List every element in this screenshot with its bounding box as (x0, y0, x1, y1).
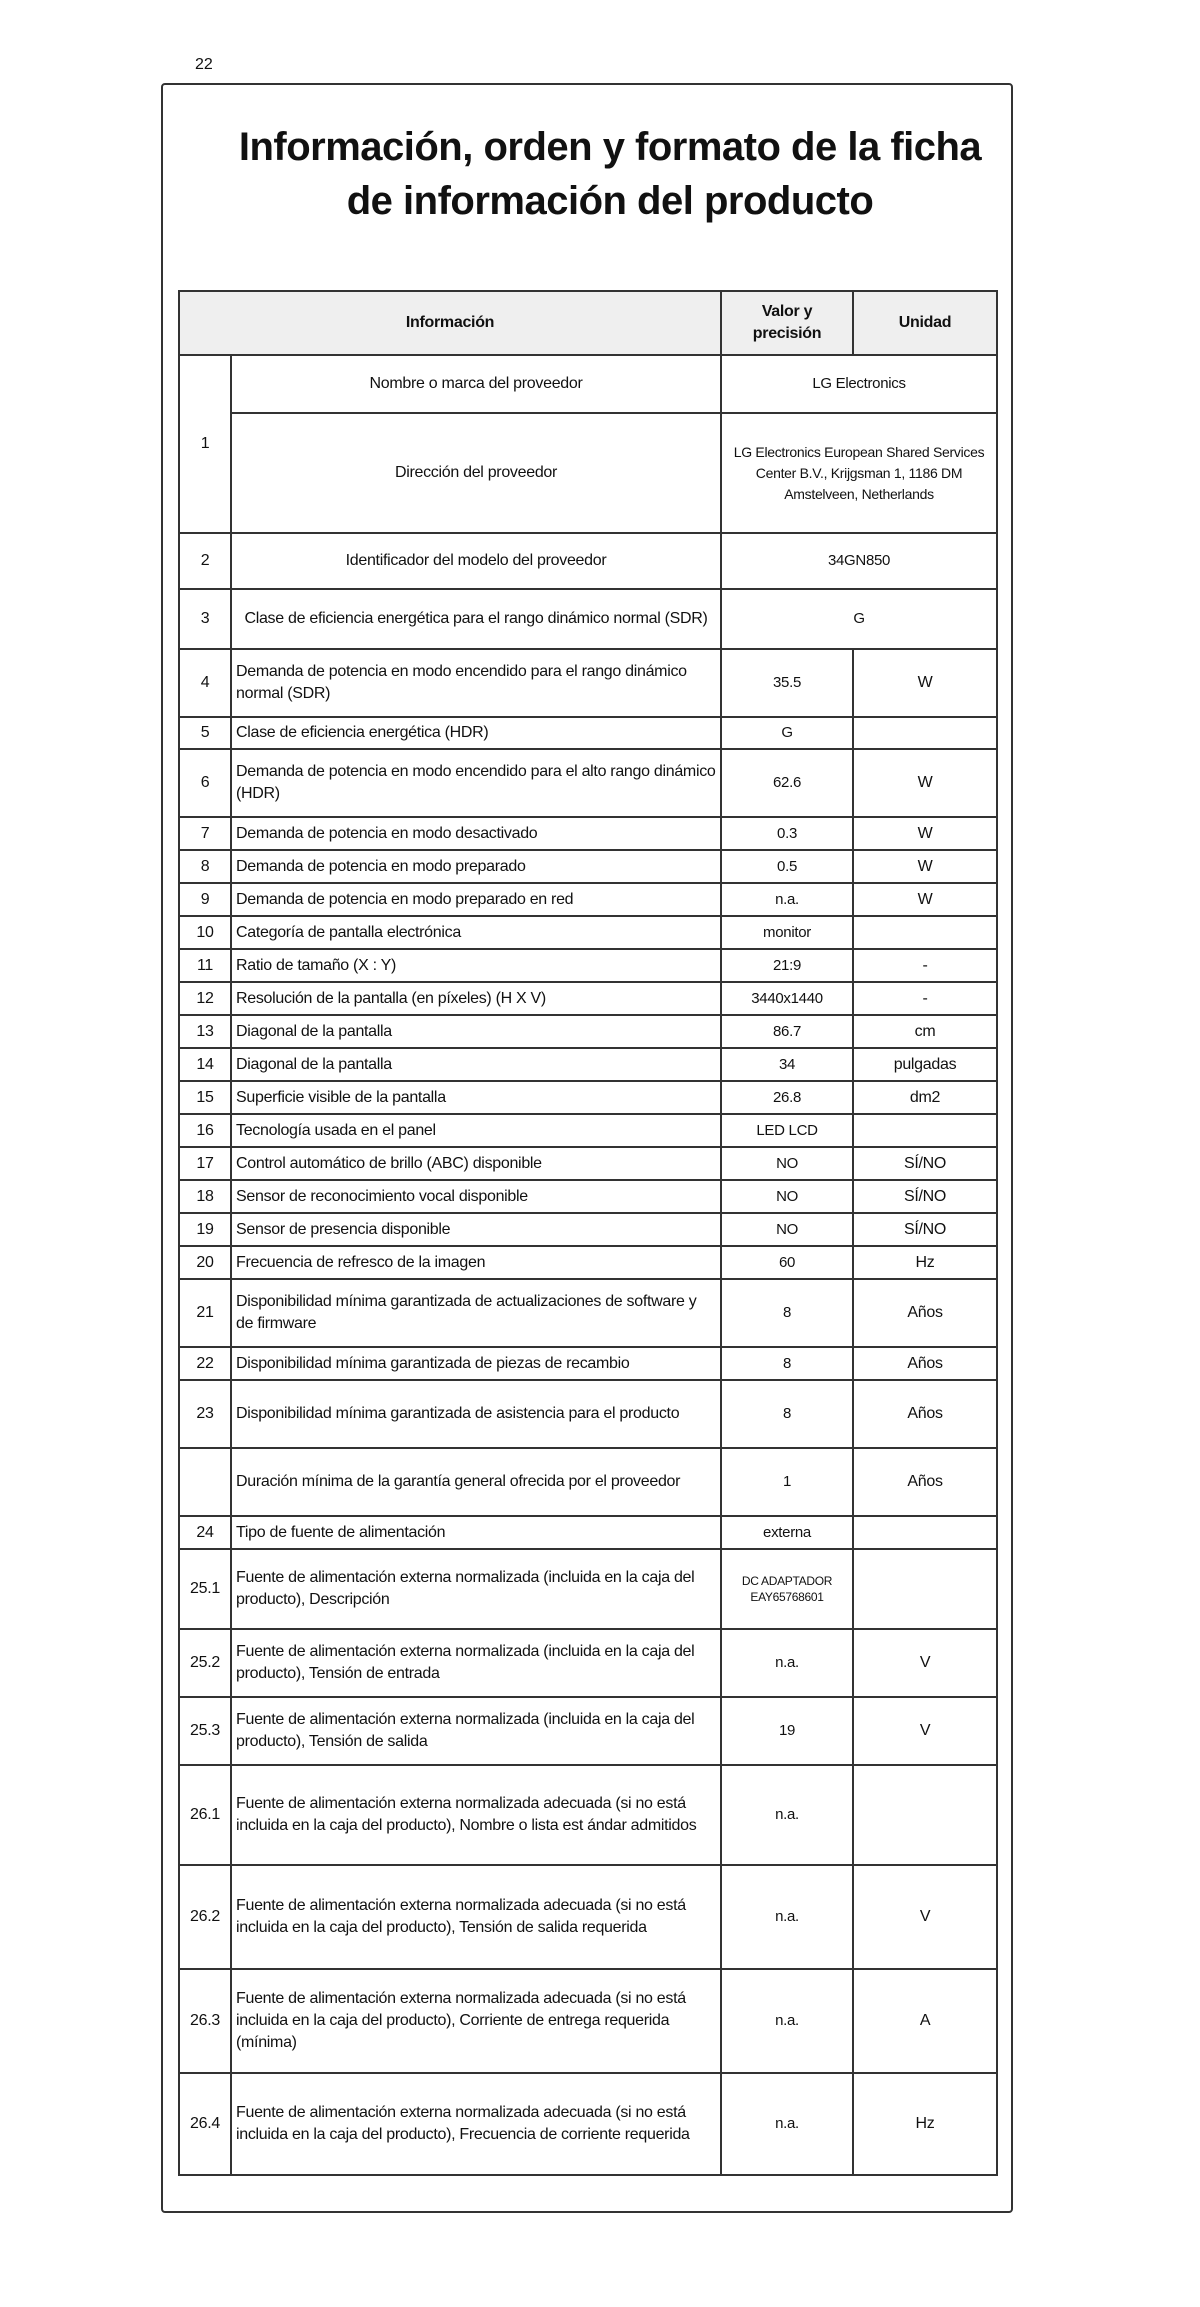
row-unit (853, 1114, 997, 1147)
table-row (179, 1516, 997, 1549)
row-value: LG Electronics European Shared Services Center B.V., Krijgsman 1, 1186 DM Amstelveen, Netherlands (721, 413, 997, 533)
row-unit: V (853, 1629, 997, 1697)
row-label: Resolución de la pantalla (en píxeles) (H X V) (231, 982, 721, 1015)
row-label: Disponibilidad mínima garantizada de actualizaciones de software y de firmware (231, 1279, 721, 1347)
row-value: LED LCD (721, 1114, 853, 1147)
row-unit: Hz (853, 2073, 997, 2175)
title-line-1: Información, orden y formato de la ficha (238, 125, 982, 169)
row-number: 2 (179, 533, 231, 589)
table-row (179, 749, 997, 817)
row-number: 22 (179, 1347, 231, 1380)
row-label: Dirección del proveedor (231, 413, 721, 533)
table-row (179, 413, 997, 533)
table-row (179, 916, 997, 949)
row-unit: W (853, 817, 997, 850)
row-value: externa (721, 1516, 853, 1549)
row-number: 5 (179, 717, 231, 749)
row-label: Superficie visible de la pantalla (231, 1081, 721, 1114)
table-row (179, 982, 997, 1015)
row-value: n.a. (721, 1765, 853, 1865)
table-row (179, 1765, 997, 1865)
row-unit: W (853, 850, 997, 883)
row-label: Fuente de alimentación externa normalizada (incluida en la caja del producto), Tensión de salida (231, 1697, 721, 1765)
row-value: 0.3 (721, 817, 853, 850)
row-unit: W (853, 883, 997, 916)
row-label: Clase de eficiencia energética para el rango dinámico normal (SDR) (231, 589, 721, 649)
table-row (179, 1246, 997, 1279)
row-unit: SÍ/NO (853, 1180, 997, 1213)
row-number: 9 (179, 883, 231, 916)
row-unit: W (853, 649, 997, 717)
row-number: 19 (179, 1213, 231, 1246)
row-label: Demanda de potencia en modo preparado en red (231, 883, 721, 916)
row-number: 11 (179, 949, 231, 982)
row-value: 8 (721, 1347, 853, 1380)
row-number: 26.3 (179, 1969, 231, 2073)
row-value: 62.6 (721, 749, 853, 817)
row-value: NO (721, 1213, 853, 1246)
row-value: NO (721, 1180, 853, 1213)
row-unit: Años (853, 1448, 997, 1516)
row-value: 8 (721, 1279, 853, 1347)
row-number: 4 (179, 649, 231, 717)
row-unit: Años (853, 1380, 997, 1448)
table-row (179, 1147, 997, 1180)
row-label: Diagonal de la pantalla (231, 1048, 721, 1081)
row-value: n.a. (721, 1865, 853, 1969)
row-number: 21 (179, 1279, 231, 1347)
row-unit: W (853, 749, 997, 817)
table-row (179, 1180, 997, 1213)
row-label: Frecuencia de refresco de la imagen (231, 1246, 721, 1279)
row-value: 26.8 (721, 1081, 853, 1114)
row-value: 0.5 (721, 850, 853, 883)
row-unit: Hz (853, 1246, 997, 1279)
row-value: DC ADAPTADOR EAY65768601 (721, 1549, 853, 1629)
title-line-2: de información del producto (346, 179, 874, 223)
row-value: monitor (721, 916, 853, 949)
row-label: Diagonal de la pantalla (231, 1015, 721, 1048)
row-value: G (721, 589, 997, 649)
row-number: 16 (179, 1114, 231, 1147)
table-row (179, 717, 997, 749)
row-label: Control automático de brillo (ABC) disponible (231, 1147, 721, 1180)
row-label: Demanda de potencia en modo preparado (231, 850, 721, 883)
table-row (179, 817, 997, 850)
row-value: n.a. (721, 883, 853, 916)
row-number: 25.2 (179, 1629, 231, 1697)
row-unit: - (853, 982, 997, 1015)
table-row (179, 1629, 997, 1697)
row-label: Ratio de tamaño (X : Y) (231, 949, 721, 982)
row-number: 3 (179, 589, 231, 649)
table-row (179, 589, 997, 649)
table-row (179, 1279, 997, 1347)
table-row (179, 1015, 997, 1048)
row-unit (853, 1549, 997, 1629)
table-row (179, 1048, 997, 1081)
table-row (179, 1549, 997, 1629)
row-label: Fuente de alimentación externa normalizada adecuada (si no está incluida en la caja del producto), Tensión de salida requerida (231, 1865, 721, 1969)
page-title (200, 120, 1020, 228)
row-unit: pulgadas (853, 1048, 997, 1081)
row-value: 21:9 (721, 949, 853, 982)
table-row (179, 1969, 997, 2073)
row-label: Identificador del modelo del proveedor (231, 533, 721, 589)
row-number: 26.2 (179, 1865, 231, 1969)
row-value: LG Electronics (721, 355, 997, 413)
row-unit: V (853, 1865, 997, 1969)
row-label: Tecnología usada en el panel (231, 1114, 721, 1147)
product-info-table (178, 290, 998, 2176)
row-number (179, 1448, 231, 1516)
row-number: 24 (179, 1516, 231, 1549)
row-value: 34GN850 (721, 533, 997, 589)
row-unit: SÍ/NO (853, 1213, 997, 1246)
row-value: 19 (721, 1697, 853, 1765)
row-label: Clase de eficiencia energética (HDR) (231, 717, 721, 749)
row-number: 20 (179, 1246, 231, 1279)
table-row (179, 1347, 997, 1380)
header-value: Valor y precisión (721, 291, 853, 355)
row-number: 7 (179, 817, 231, 850)
row-value: n.a. (721, 1629, 853, 1697)
table-row (179, 533, 997, 589)
row-value: n.a. (721, 2073, 853, 2175)
row-number: 14 (179, 1048, 231, 1081)
row-unit: A (853, 1969, 997, 2073)
table-row (179, 1448, 997, 1516)
row-number: 6 (179, 749, 231, 817)
row-label: Sensor de presencia disponible (231, 1213, 721, 1246)
row-number: 26.4 (179, 2073, 231, 2175)
row-unit: dm2 (853, 1081, 997, 1114)
row-value: 1 (721, 1448, 853, 1516)
table-row (179, 2073, 997, 2175)
row-number: 26.1 (179, 1765, 231, 1865)
row-value: G (721, 717, 853, 749)
row-unit: SÍ/NO (853, 1147, 997, 1180)
row-unit (853, 1516, 997, 1549)
header-info: Información (179, 291, 721, 355)
row-label: Fuente de alimentación externa normalizada adecuada (si no está incluida en la caja del producto), Nombre o lista est ándar admitidos (231, 1765, 721, 1865)
row-value: NO (721, 1147, 853, 1180)
row-value: 86.7 (721, 1015, 853, 1048)
row-label: Disponibilidad mínima garantizada de asistencia para el producto (231, 1380, 721, 1448)
row-label: Sensor de reconocimiento vocal disponible (231, 1180, 721, 1213)
table-row (179, 355, 997, 413)
row-label: Tipo de fuente de alimentación (231, 1516, 721, 1549)
row-label: Fuente de alimentación externa normalizada (incluida en la caja del producto), Descripción (231, 1549, 721, 1629)
row-label: Demanda de potencia en modo encendido para el alto rango dinámico (HDR) (231, 749, 721, 817)
row-label: Duración mínima de la garantía general ofrecida por el proveedor (231, 1448, 721, 1516)
table-row (179, 883, 997, 916)
table-row (179, 850, 997, 883)
page-number: 22 (195, 56, 213, 73)
row-unit: - (853, 949, 997, 982)
row-number: 8 (179, 850, 231, 883)
row-value: 34 (721, 1048, 853, 1081)
table-row (179, 1697, 997, 1765)
row-unit (853, 717, 997, 749)
row-number: 18 (179, 1180, 231, 1213)
row-number: 1 (179, 355, 231, 533)
row-number: 13 (179, 1015, 231, 1048)
row-value: n.a. (721, 1969, 853, 2073)
row-label: Categoría de pantalla electrónica (231, 916, 721, 949)
table-row (179, 1213, 997, 1246)
row-label: Fuente de alimentación externa normalizada (incluida en la caja del producto), Tensión de entrada (231, 1629, 721, 1697)
row-unit: cm (853, 1015, 997, 1048)
row-value: 8 (721, 1380, 853, 1448)
table-row (179, 649, 997, 717)
row-label: Disponibilidad mínima garantizada de piezas de recambio (231, 1347, 721, 1380)
row-number: 12 (179, 982, 231, 1015)
row-unit: Años (853, 1279, 997, 1347)
row-number: 25.1 (179, 1549, 231, 1629)
row-unit: V (853, 1697, 997, 1765)
row-number: 17 (179, 1147, 231, 1180)
row-label: Fuente de alimentación externa normalizada adecuada (si no está incluida en la caja del producto), Corriente de entrega requerida (mínima) (231, 1969, 721, 2073)
row-unit: Años (853, 1347, 997, 1380)
row-unit (853, 916, 997, 949)
row-unit (853, 1765, 997, 1865)
row-label: Nombre o marca del proveedor (231, 355, 721, 413)
table-row (179, 1865, 997, 1969)
header-unit: Unidad (853, 291, 997, 355)
row-number: 25.3 (179, 1697, 231, 1765)
row-label: Fuente de alimentación externa normalizada adecuada (si no está incluida en la caja del producto), Frecuencia de corriente requerida (231, 2073, 721, 2175)
row-value: 60 (721, 1246, 853, 1279)
table-row (179, 949, 997, 982)
row-number: 23 (179, 1380, 231, 1448)
row-number: 15 (179, 1081, 231, 1114)
table-row (179, 1081, 997, 1114)
table-row (179, 1114, 997, 1147)
row-number: 10 (179, 916, 231, 949)
row-label: Demanda de potencia en modo encendido para el rango dinámico normal (SDR) (231, 649, 721, 717)
row-value: 3440x1440 (721, 982, 853, 1015)
row-label: Demanda de potencia en modo desactivado (231, 817, 721, 850)
row-value: 35.5 (721, 649, 853, 717)
table-row (179, 1380, 997, 1448)
